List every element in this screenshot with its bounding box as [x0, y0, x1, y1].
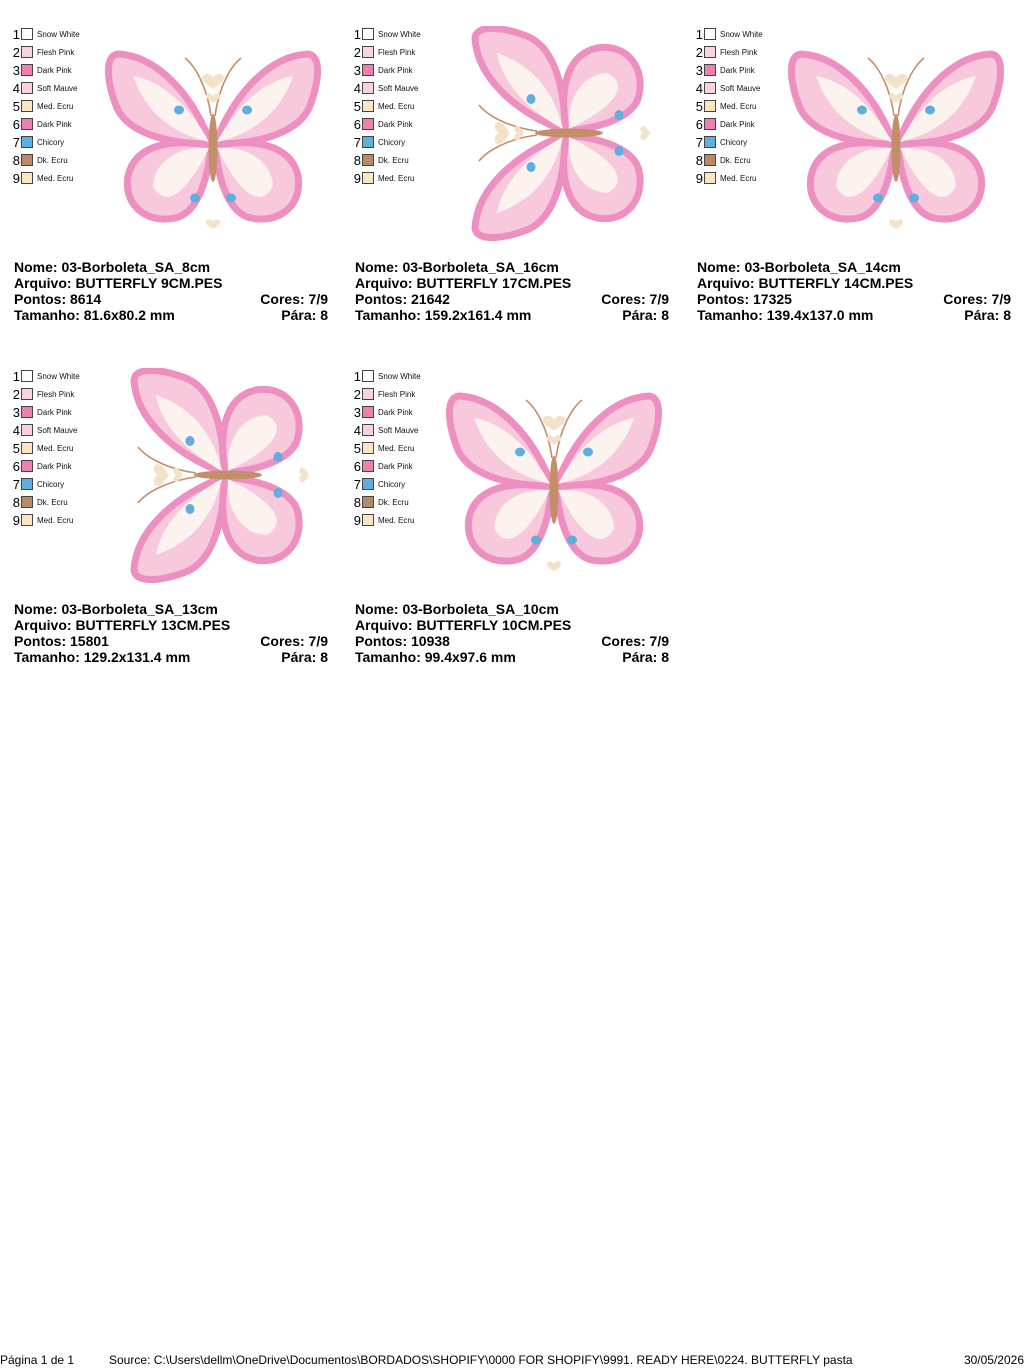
- palette-row: [8, 386, 98, 404]
- color-swatch: [362, 172, 374, 184]
- palette-row: [8, 152, 98, 170]
- butterfly-body: [209, 114, 218, 182]
- palette-row: [8, 476, 98, 494]
- color-palette: [8, 368, 98, 530]
- design-info: [355, 259, 669, 323]
- palette-row: [349, 62, 439, 80]
- palette-number: 1: [12, 369, 20, 384]
- palette-row: [349, 116, 439, 134]
- color-palette: [691, 26, 781, 188]
- spot: [274, 452, 283, 462]
- spot: [190, 194, 200, 203]
- spot: [186, 436, 195, 446]
- palette-row: [349, 152, 439, 170]
- color-swatch: [21, 82, 33, 94]
- palette-number: 7: [353, 135, 361, 150]
- stop-count: Pára: 8: [964, 307, 1011, 323]
- wing-lower-right: [556, 485, 640, 561]
- heart-icon: [885, 74, 907, 89]
- color-swatch: [704, 154, 716, 166]
- palette-row: [8, 62, 98, 80]
- color-name: Med. Ecru: [37, 516, 74, 525]
- palette-number: 8: [12, 153, 20, 168]
- wing-upper-right: [475, 135, 565, 238]
- color-name: Dark Pink: [37, 120, 72, 129]
- palette-row: [349, 44, 439, 62]
- butterfly-image: [103, 368, 323, 583]
- palette-row: [8, 26, 98, 44]
- file-name: Arquivo: BUTTERFLY 13CM.PES: [14, 617, 231, 633]
- wing-lower-right: [468, 485, 552, 561]
- print-date: 30/05/2026: [963, 1353, 1024, 1367]
- stitch-count: Pontos: 15801: [14, 633, 109, 649]
- palette-number: 6: [353, 117, 361, 132]
- color-swatch: [362, 406, 374, 418]
- spot: [909, 194, 919, 203]
- palette-row: [8, 80, 98, 98]
- spot: [583, 448, 593, 457]
- color-swatch: [362, 478, 374, 490]
- color-name: Chicory: [378, 480, 406, 489]
- file-name: Arquivo: BUTTERFLY 17CM.PES: [355, 275, 572, 291]
- palette-number: 2: [353, 387, 361, 402]
- color-name: Dk. Ecru: [378, 498, 409, 507]
- file-name: Arquivo: BUTTERFLY 14CM.PES: [697, 275, 914, 291]
- palette-number: 8: [353, 495, 361, 510]
- design-name: Nome: 03-Borboleta_SA_14cm: [697, 259, 901, 275]
- palette-row: [8, 368, 98, 386]
- butterfly-body: [535, 129, 603, 138]
- palette-number: 7: [12, 477, 20, 492]
- palette-number: 3: [12, 63, 20, 78]
- wing-lower-right: [810, 143, 894, 219]
- wing-upper-right: [791, 54, 894, 144]
- heart-icon: [202, 74, 224, 89]
- palette-number: 5: [353, 441, 361, 456]
- color-swatch: [21, 64, 33, 76]
- wing-upper-right: [475, 28, 565, 131]
- color-count: Cores: 7/9: [601, 633, 669, 649]
- color-name: Med. Ecru: [378, 516, 415, 525]
- stop-count: Pára: 8: [622, 649, 669, 665]
- heart-icon: [154, 464, 169, 486]
- butterfly-image: [786, 26, 1006, 241]
- wing-lower-right: [215, 143, 299, 219]
- palette-number: 5: [12, 441, 20, 456]
- color-swatch: [21, 388, 33, 400]
- palette-row: [691, 152, 781, 170]
- wing-lower-right: [898, 143, 982, 219]
- heart-icon: [495, 122, 510, 144]
- wing-upper-right: [898, 54, 1001, 144]
- heart-icon: [640, 126, 650, 140]
- palette-number: 3: [353, 63, 361, 78]
- palette-row: [349, 494, 439, 512]
- color-name: Dark Pink: [37, 66, 72, 75]
- color-name: Soft Mauve: [378, 84, 419, 93]
- color-swatch: [704, 172, 716, 184]
- spot: [527, 94, 536, 104]
- palette-row: [691, 44, 781, 62]
- butterfly-body: [892, 114, 901, 182]
- palette-row: [8, 494, 98, 512]
- color-swatch: [21, 424, 33, 436]
- palette-row: [8, 458, 98, 476]
- palette-row: [349, 26, 439, 44]
- palette-row: [8, 116, 98, 134]
- wing-lower-right: [223, 477, 299, 561]
- palette-number: 8: [353, 153, 361, 168]
- color-swatch: [704, 46, 716, 58]
- color-name: Dark Pink: [720, 66, 755, 75]
- page-number: Página 1 de 1: [0, 1353, 75, 1367]
- palette-number: 4: [12, 81, 20, 96]
- color-swatch: [21, 478, 33, 490]
- color-name: Flesh Pink: [378, 390, 416, 399]
- color-name: Soft Mauve: [37, 84, 78, 93]
- palette-row: [8, 44, 98, 62]
- wing-upper-right: [449, 396, 552, 486]
- spot: [925, 106, 935, 115]
- color-swatch: [21, 442, 33, 454]
- butterfly-artwork: [786, 26, 1006, 241]
- design-name: Nome: 03-Borboleta_SA_13cm: [14, 601, 218, 617]
- palette-row: [8, 98, 98, 116]
- wing-lower-right: [223, 389, 299, 473]
- palette-number: 1: [353, 369, 361, 384]
- color-swatch: [21, 100, 33, 112]
- palette-row: [349, 476, 439, 494]
- wing-lower-right: [127, 143, 211, 219]
- color-name: Med. Ecru: [720, 174, 757, 183]
- palette-number: 7: [12, 135, 20, 150]
- palette-row: [349, 134, 439, 152]
- spot: [857, 106, 867, 115]
- file-name: Arquivo: BUTTERFLY 10CM.PES: [355, 617, 572, 633]
- color-name: Dk. Ecru: [378, 156, 409, 165]
- butterfly-artwork: [444, 26, 664, 241]
- palette-number: 1: [353, 27, 361, 42]
- palette-number: 9: [695, 171, 703, 186]
- color-swatch: [362, 424, 374, 436]
- color-swatch: [362, 496, 374, 508]
- design-card-5: [349, 368, 669, 668]
- color-name: Dk. Ecru: [37, 498, 68, 507]
- palette-row: [691, 134, 781, 152]
- stop-count: Pára: 8: [622, 307, 669, 323]
- palette-number: 4: [353, 81, 361, 96]
- spot: [531, 536, 541, 545]
- color-swatch: [704, 82, 716, 94]
- color-name: Med. Ecru: [37, 174, 74, 183]
- color-swatch: [21, 514, 33, 526]
- design-info: [14, 259, 328, 323]
- palette-number: 4: [12, 423, 20, 438]
- spot: [515, 448, 525, 457]
- wing-upper-right: [134, 370, 224, 473]
- color-swatch: [704, 64, 716, 76]
- color-name: Flesh Pink: [37, 48, 75, 57]
- color-name: Chicory: [720, 138, 748, 147]
- design-name: Nome: 03-Borboleta_SA_16cm: [355, 259, 559, 275]
- design-card-3: [691, 26, 1011, 326]
- stitch-count: Pontos: 10938: [355, 633, 450, 649]
- color-swatch: [21, 370, 33, 382]
- stitch-count: Pontos: 8614: [14, 291, 102, 307]
- palette-number: 9: [12, 513, 20, 528]
- color-swatch: [362, 370, 374, 382]
- color-name: Chicory: [37, 138, 65, 147]
- color-name: Dark Pink: [378, 408, 413, 417]
- color-swatch: [362, 100, 374, 112]
- color-name: Med. Ecru: [37, 444, 74, 453]
- butterfly-image: [444, 368, 664, 583]
- spot: [567, 536, 577, 545]
- palette-row: [349, 170, 439, 188]
- color-name: Med. Ecru: [378, 174, 415, 183]
- color-name: Soft Mauve: [37, 426, 78, 435]
- palette-number: 1: [695, 27, 703, 42]
- color-name: Flesh Pink: [720, 48, 758, 57]
- color-swatch: [362, 460, 374, 472]
- palette-row: [349, 80, 439, 98]
- butterfly-body: [550, 456, 559, 524]
- design-size: Tamanho: 81.6x80.2 mm: [14, 307, 175, 323]
- wing-upper-right: [134, 477, 224, 580]
- butterfly-image: [103, 26, 323, 241]
- palette-row: [691, 26, 781, 44]
- design-info: [14, 601, 328, 665]
- color-name: Dark Pink: [720, 120, 755, 129]
- palette-row: [349, 458, 439, 476]
- design-info: [697, 259, 1011, 323]
- color-swatch: [362, 442, 374, 454]
- butterfly-artwork: [444, 368, 664, 583]
- color-name: Dark Pink: [378, 462, 413, 471]
- color-name: Soft Mauve: [720, 84, 761, 93]
- palette-number: 1: [12, 27, 20, 42]
- color-swatch: [362, 64, 374, 76]
- spot: [615, 110, 624, 120]
- spot: [226, 194, 236, 203]
- palette-row: [691, 98, 781, 116]
- palette-row: [349, 422, 439, 440]
- color-name: Dark Pink: [378, 120, 413, 129]
- palette-number: 2: [695, 45, 703, 60]
- color-count: Cores: 7/9: [260, 633, 328, 649]
- stitch-count: Pontos: 17325: [697, 291, 792, 307]
- color-swatch: [21, 154, 33, 166]
- palette-number: 6: [353, 459, 361, 474]
- palette-row: [8, 512, 98, 530]
- palette-number: 5: [12, 99, 20, 114]
- wing-lower-right: [564, 47, 640, 131]
- heart-icon: [889, 219, 903, 229]
- palette-row: [349, 386, 439, 404]
- palette-number: 8: [12, 495, 20, 510]
- color-swatch: [21, 172, 33, 184]
- color-palette: [349, 26, 439, 188]
- stop-count: Pára: 8: [281, 307, 328, 323]
- color-name: Snow White: [37, 30, 80, 39]
- color-name: Snow White: [378, 372, 421, 381]
- palette-number: 3: [695, 63, 703, 78]
- color-swatch: [362, 28, 374, 40]
- palette-number: 5: [695, 99, 703, 114]
- color-swatch: [362, 46, 374, 58]
- color-swatch: [704, 28, 716, 40]
- design-size: Tamanho: 129.2x131.4 mm: [14, 649, 191, 665]
- spot: [527, 162, 536, 172]
- color-swatch: [362, 136, 374, 148]
- wing-lower-right: [564, 135, 640, 219]
- palette-row: [8, 440, 98, 458]
- palette-number: 6: [12, 459, 20, 474]
- color-swatch: [21, 28, 33, 40]
- butterfly-body: [194, 471, 262, 480]
- spot: [186, 504, 195, 514]
- color-swatch: [704, 136, 716, 148]
- palette-number: 3: [353, 405, 361, 420]
- palette-row: [349, 404, 439, 422]
- color-swatch: [362, 118, 374, 130]
- spot: [242, 106, 252, 115]
- color-swatch: [21, 46, 33, 58]
- color-name: Snow White: [378, 30, 421, 39]
- color-swatch: [21, 406, 33, 418]
- color-palette: [8, 26, 98, 188]
- palette-row: [691, 62, 781, 80]
- palette-number: 4: [353, 423, 361, 438]
- palette-number: 7: [353, 477, 361, 492]
- color-name: Chicory: [37, 480, 65, 489]
- palette-row: [691, 116, 781, 134]
- butterfly-artwork: [103, 368, 323, 583]
- color-name: Dark Pink: [37, 408, 72, 417]
- stop-count: Pára: 8: [281, 649, 328, 665]
- stitch-count: Pontos: 21642: [355, 291, 450, 307]
- color-name: Soft Mauve: [378, 426, 419, 435]
- design-size: Tamanho: 159.2x161.4 mm: [355, 307, 532, 323]
- page-footer: [0, 1352, 1024, 1370]
- palette-number: 5: [353, 99, 361, 114]
- palette-row: [349, 512, 439, 530]
- color-name: Med. Ecru: [378, 444, 415, 453]
- palette-number: 9: [12, 171, 20, 186]
- palette-row: [691, 80, 781, 98]
- spot: [174, 106, 184, 115]
- color-swatch: [362, 388, 374, 400]
- palette-number: 9: [353, 171, 361, 186]
- palette-number: 6: [12, 117, 20, 132]
- design-card-2: [349, 26, 669, 326]
- palette-number: 2: [12, 387, 20, 402]
- color-count: Cores: 7/9: [260, 291, 328, 307]
- butterfly-artwork: [103, 26, 323, 241]
- palette-number: 7: [695, 135, 703, 150]
- spot: [615, 146, 624, 156]
- color-swatch: [362, 514, 374, 526]
- color-name: Dk. Ecru: [37, 156, 68, 165]
- color-name: Dk. Ecru: [720, 156, 751, 165]
- palette-number: 4: [695, 81, 703, 96]
- color-name: Snow White: [720, 30, 763, 39]
- color-name: Med. Ecru: [37, 102, 74, 111]
- color-count: Cores: 7/9: [943, 291, 1011, 307]
- color-name: Med. Ecru: [378, 102, 415, 111]
- heart-icon: [206, 219, 220, 229]
- color-swatch: [21, 118, 33, 130]
- color-swatch: [21, 460, 33, 472]
- palette-row: [349, 98, 439, 116]
- palette-number: 2: [12, 45, 20, 60]
- color-swatch: [362, 154, 374, 166]
- color-name: Flesh Pink: [378, 48, 416, 57]
- source-path: Source: C:\Users\dellm\OneDrive\Documentos\BORDADOS\SHOPIFY\0000 FOR SHOPIFY\9991. READY HERE\0224. BUTTERFLY pasta: [109, 1353, 853, 1367]
- palette-number: 6: [695, 117, 703, 132]
- palette-number: 8: [695, 153, 703, 168]
- color-palette: [349, 368, 439, 530]
- heart-icon: [299, 468, 309, 482]
- color-swatch: [21, 496, 33, 508]
- color-swatch: [362, 82, 374, 94]
- design-name: Nome: 03-Borboleta_SA_10cm: [355, 601, 559, 617]
- palette-number: 2: [353, 45, 361, 60]
- color-name: Chicory: [378, 138, 406, 147]
- palette-row: [349, 440, 439, 458]
- design-size: Tamanho: 139.4x137.0 mm: [697, 307, 874, 323]
- color-swatch: [21, 136, 33, 148]
- design-name: Nome: 03-Borboleta_SA_8cm: [14, 259, 211, 275]
- spot: [873, 194, 883, 203]
- palette-row: [691, 170, 781, 188]
- design-size: Tamanho: 99.4x97.6 mm: [355, 649, 516, 665]
- heart-icon: [547, 561, 561, 571]
- palette-row: [8, 404, 98, 422]
- design-card-4: [8, 368, 328, 668]
- design-info: [355, 601, 669, 665]
- palette-number: 9: [353, 513, 361, 528]
- wing-upper-right: [108, 54, 211, 144]
- color-name: Dark Pink: [37, 462, 72, 471]
- palette-row: [349, 368, 439, 386]
- wing-upper-right: [215, 54, 318, 144]
- color-name: Flesh Pink: [37, 390, 75, 399]
- color-swatch: [704, 100, 716, 112]
- heart-icon: [543, 416, 565, 431]
- palette-row: [8, 422, 98, 440]
- palette-row: [8, 170, 98, 188]
- color-name: Dark Pink: [378, 66, 413, 75]
- color-count: Cores: 7/9: [601, 291, 669, 307]
- palette-row: [8, 134, 98, 152]
- color-name: Snow White: [37, 372, 80, 381]
- butterfly-image: [444, 26, 664, 241]
- color-swatch: [704, 118, 716, 130]
- color-name: Med. Ecru: [720, 102, 757, 111]
- design-card-1: [8, 26, 328, 326]
- wing-upper-right: [556, 396, 659, 486]
- file-name: Arquivo: BUTTERFLY 9CM.PES: [14, 275, 223, 291]
- palette-number: 3: [12, 405, 20, 420]
- spot: [274, 488, 283, 498]
